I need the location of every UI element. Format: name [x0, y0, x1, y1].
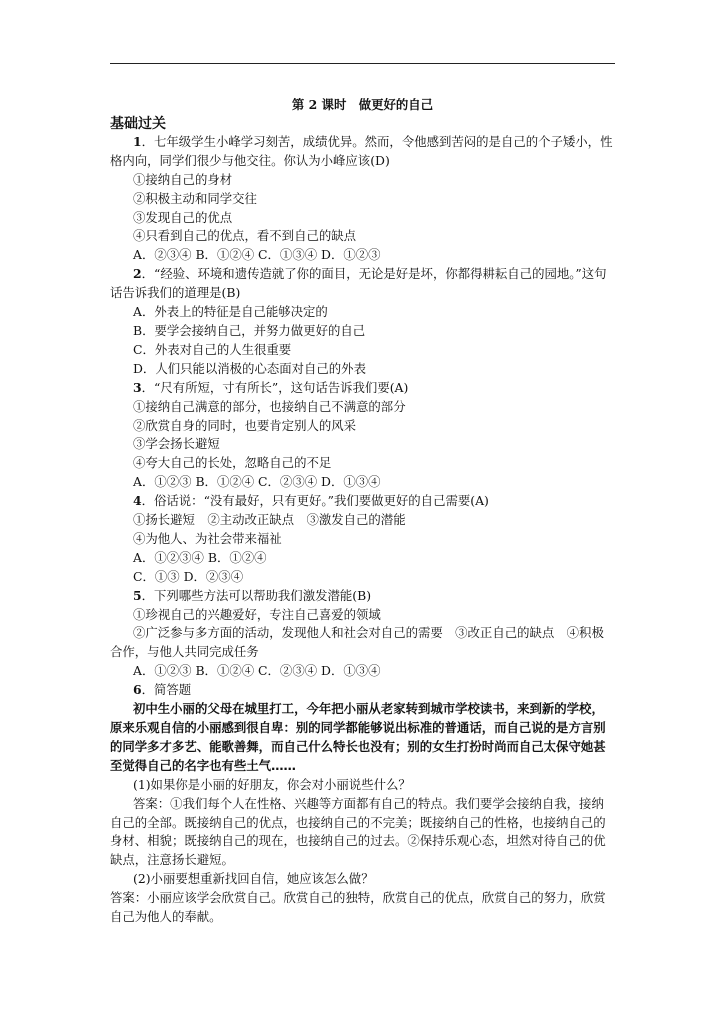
question-1-option-4: ④只看到自己的优点，看不到自己的缺点 — [133, 228, 357, 244]
header-rule — [110, 63, 615, 64]
question-3-option-4: ④夸大自己的长处，忽略自己的不足 — [133, 455, 332, 471]
question-1-option-2: ②积极主动和同学交往 — [133, 190, 257, 206]
question-number: 6 — [133, 682, 142, 698]
question-3-option-3: ③学会扬长避短 — [133, 436, 220, 452]
question-4-choices-ab: A．①②③④ B．①②④ — [133, 549, 267, 565]
question-6-answer-1: 答案：①我们每个人在性格、兴趣等方面都有自己的特点。我们要学会接纳自我，接纳自己的全部。既接纳自己的优点，也接纳自己的不完美；既接纳自己的性格，也接纳自己的身材、相貌；既接纳自己的现在，也接纳自己的过去。②保持乐观心态，坦然对待自己的优缺点，注意扬长避短。 — [110, 795, 606, 868]
question-number: 1 — [133, 133, 142, 149]
question-6-answer-2: 答案：小丽应该学会欣赏自己。欣赏自己的独特，欣赏自己的优点，欣赏自己的努力，欣赏自己为他人的奉献。 — [110, 890, 606, 925]
question-number: 5 — [133, 587, 142, 603]
question-text: ．七年级学生小峰学习刻苦，成绩优异。然而，令他感到苦闷的是自己的个子矮小，性格内向，同学们很少与他交往。你认为小峰应该(D) — [110, 133, 613, 168]
question-3-stem — [110, 379, 615, 398]
question-1-option-3: ③发现自己的优点 — [133, 209, 233, 225]
question-4-choices-cd: C．①③ D．②③④ — [133, 568, 244, 584]
question-6-sub-1: (1)如果你是小丽的好朋友，你会对小丽说些什么？ — [133, 776, 411, 792]
question-4-options-1-3: ①扬长避短 ②主动改正缺点 ③激发自己的潜能 — [133, 512, 406, 528]
question-number: 3 — [133, 379, 142, 395]
question-5-choices: A．①②③ B．①②④ C．②③④ D．①③④ — [133, 663, 381, 679]
question-2-choice-a: A．外表上的特征是自己能够决定的 — [133, 304, 328, 320]
question-text: ．“经验、环境和遗传造就了你的面目，无论是好是坏，你都得耕耘自己的园地。”这句话告诉我们的道理是(B) — [110, 266, 607, 301]
question-number: 2 — [133, 266, 142, 282]
question-6-stem — [110, 681, 615, 700]
question-text: ．下列哪些方法可以帮助我们激发潜能(B) — [141, 587, 372, 603]
question-3-choices: A．①②③ B．①②④ C．②③④ D．①③④ — [133, 474, 381, 490]
document-body — [110, 96, 615, 927]
question-text: ．俗话说：“没有最好，只有更好。”我们要做更好的自己需要(A) — [141, 493, 489, 509]
question-2-stem — [110, 265, 615, 303]
question-number: 4 — [133, 493, 142, 509]
question-5-stem — [110, 587, 615, 606]
question-2-choice-c: C．外表对自己的人生很重要 — [133, 341, 292, 357]
question-1-choices: A．②③④ B．①②④ C．①③④ D．①②③ — [133, 247, 381, 263]
question-1-stem — [110, 133, 615, 171]
question-2-choice-b: B．要学会接纳自己，并努力做更好的自己 — [133, 322, 366, 338]
question-text: ．“尺有所短，寸有所长”，这句话告诉我们要(A) — [141, 379, 409, 395]
question-2-choice-d: D．人们只能以消极的心态面对自己的外表 — [133, 360, 366, 376]
question-3-option-2: ②欣赏自身的同时，也要肯定别人的风采 — [133, 417, 357, 433]
question-6-sub-2: (2)小丽要想重新找回自信，她应该怎么做？ — [133, 871, 374, 887]
question-5-option-1: ①珍视自己的兴趣爱好，专注自己喜爱的领域 — [133, 606, 381, 622]
question-4-option-4: ④为他人、为社会带来福祉 — [133, 530, 282, 546]
lesson-title: 第 2 课时 做更好的自己 — [291, 97, 434, 112]
question-text: ．简答题 — [141, 682, 192, 698]
question-4-stem — [110, 492, 615, 511]
section-heading: 基础过关 — [110, 115, 166, 132]
question-5-options-2-4: ②广泛参与多方面的活动，发现他人和社会对自己的需要 ③改正自己的缺点 ④积极合作，与他人共同完成任务 — [110, 625, 604, 660]
question-1-option-1: ①接纳自己的身材 — [133, 171, 233, 187]
question-3-option-1: ①接纳自己满意的部分，也接纳自己不满意的部分 — [133, 398, 406, 414]
question-6-passage: 初中生小丽的父母在城里打工，今年把小丽从老家转到城市学校读书，来到新的学校，原来乐观自信的小丽感到很自卑：别的同学都能够说出标准的普通话，而自己说的是方言别的同学多才多艺、能歌善舞，而自己什么特长也没有；别的女生打扮时尚而自己太保守她甚至觉得自己的名字也有些土气…… — [110, 701, 606, 773]
